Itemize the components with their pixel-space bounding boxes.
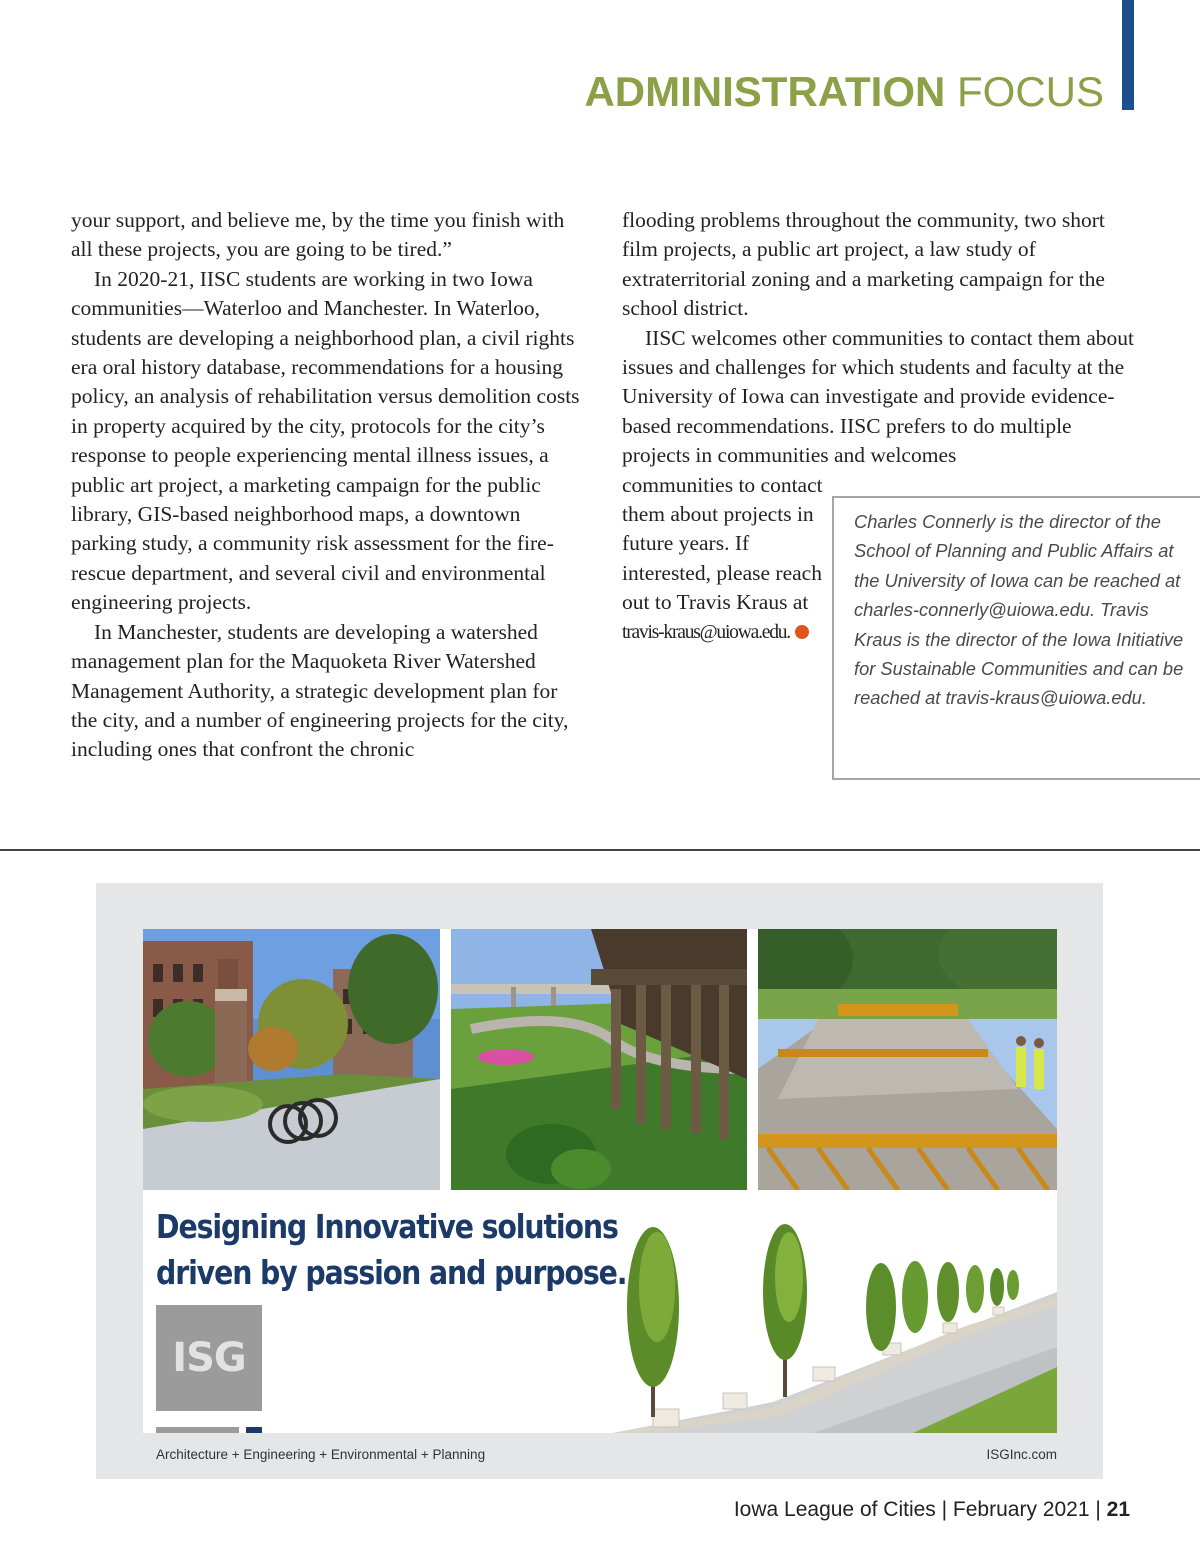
- article-paragraph: IISC welcomes other communities to contact them about issues and challenges for which students and faculty at the University of Iowa can investigate and provide evidence-based recommendations. IISC prefers to do multiple projects in communities and welcomes: [622, 325, 1135, 468]
- section-title-bold: ADMINISTRATION: [584, 68, 946, 115]
- ad-tagline: [156, 1204, 626, 1296]
- isg-logo: [156, 1305, 262, 1411]
- header-accent-bar: [1122, 0, 1134, 110]
- page-footer: [734, 1498, 1130, 1522]
- ad-panel: [143, 929, 1057, 1433]
- article-closing-text: communities to contact them about projects in future years. If interested, please reach out to Travis Kraus at: [622, 472, 823, 615]
- isg-advertisement[interactable]: [96, 883, 1103, 1479]
- ad-photo-downtown-plaza: [143, 929, 440, 1190]
- article-paragraph: flooding problems throughout the community, two short film projects, a public art project, a law study of extraterritorial zoning and a marketing campaign for the school district.: [622, 208, 1105, 321]
- page-number: 21: [1106, 1498, 1130, 1521]
- article-paragraph: In 2020-21, IISC students are working in two Iowa communities—Waterloo and Manchester. In Waterloo, students are developing a neighborhood plan, a civil rights era oral history database, recommendations for a housing policy, an analysis of rehabilitation versus demolition costs in property acquired by the city, protocols for the city’s response to people experiencing mental illness issues, a public art project, a marketing campaign for the public library, GIS-based neighborhood maps, a downtown parking study, a community risk assessment for the fire-rescue department, and several civil and environmental engineering projects.: [71, 266, 580, 615]
- section-title-light: FOCUS: [957, 68, 1104, 115]
- end-of-article-mark: [795, 625, 809, 639]
- isg-logo-bar-blue: [246, 1427, 262, 1433]
- ad-tagline-line: driven by passion and purpose.: [156, 1253, 627, 1292]
- ad-tree-lined-walkway-illustration: [613, 1197, 1057, 1433]
- article-paragraph: your support, and believe me, by the time you finish with all these projects, you are going to be tired.”: [71, 208, 565, 262]
- ad-services-line: Architecture + Engineering + Environmental + Planning: [156, 1447, 486, 1462]
- ad-photo-riverfront-bridge: [451, 929, 747, 1190]
- closing-email-link[interactable]: travis-kraus@uiowa.edu.: [622, 621, 790, 643]
- publication-info: Iowa League of Cities | February 2021 |: [733, 1498, 1107, 1521]
- ad-photo-concrete-paving: [758, 929, 1057, 1190]
- article-paragraph: In Manchester, students are developing a watershed management plan for the Maquoketa River Watershed Management Authority, a strategic development plan for the city, and a number of engineering projects for the city, including ones that confront the chronic: [71, 619, 569, 762]
- isg-logo-bar-gray: [156, 1427, 239, 1433]
- ad-tagline-line: Designing Innovative solutions: [156, 1207, 618, 1246]
- ad-divider-rule: [0, 849, 1200, 851]
- article-left-column: [71, 206, 581, 765]
- section-title: [584, 66, 1104, 118]
- author-bio-box: Charles Connerly is the director of the School of Planning and Public Affairs at the University of Iowa can be reached at charles-connerly@uiowa.edu. Travis Kraus is the director of the Iowa Initiative for Sustainable Communities and can be reached at travis-kraus@uiowa.edu.: [832, 496, 1200, 780]
- ad-website-link[interactable]: ISGInc.com: [986, 1447, 1057, 1462]
- isg-logo-text: ISG: [172, 1335, 246, 1381]
